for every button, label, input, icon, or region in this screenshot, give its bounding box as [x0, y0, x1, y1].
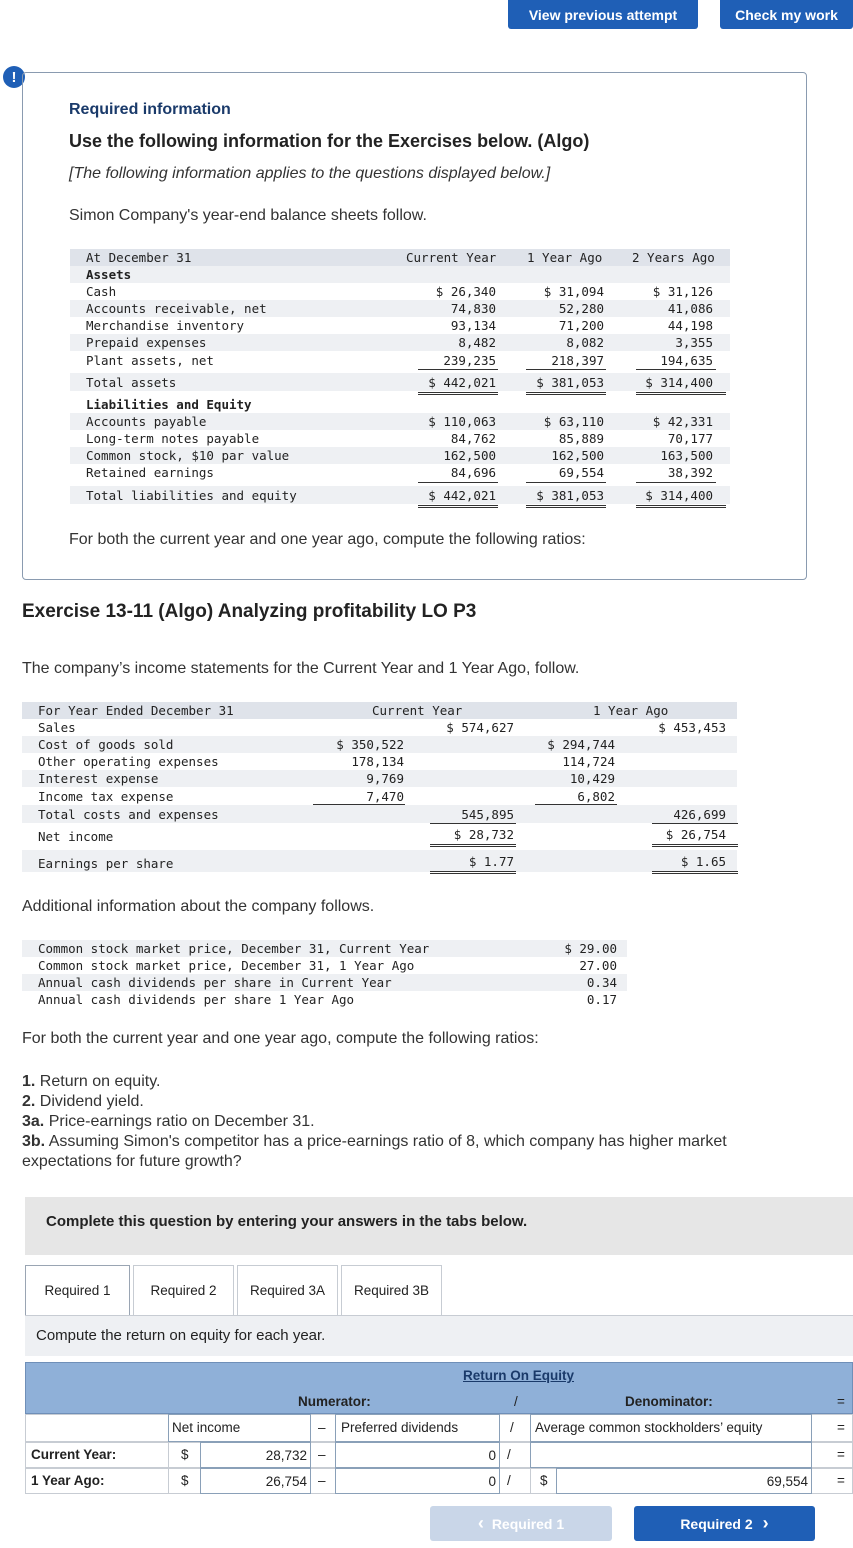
is-cell: $ 26,754 — [665, 827, 726, 842]
is-cell: $ 1.65 — [680, 854, 726, 869]
prev-required-1-button[interactable] — [430, 1506, 612, 1541]
bs-cell: $ 110,063 — [428, 414, 496, 429]
bs-cell: 69,554 — [558, 465, 604, 480]
is-cell: $ 294,744 — [547, 737, 615, 752]
is-row-label: Sales — [38, 720, 76, 735]
bs-cell: 70,177 — [667, 431, 713, 446]
bs-cell: 52,280 — [558, 301, 604, 316]
additional-row-value: 0.17 — [586, 992, 617, 1007]
prev-button-label: Required 1 — [491, 1515, 565, 1532]
bs-cell: 163,500 — [660, 448, 713, 463]
bs-cell: 194,635 — [660, 353, 713, 368]
chevron-right-icon: › — [762, 1513, 769, 1533]
tab-instruction: Compute the return on equity for each year. — [36, 1327, 326, 1344]
roe-avg-equity-input-current[interactable] — [530, 1442, 812, 1468]
roe-col-avg-equity: Average common stockholders’ equity — [530, 1414, 812, 1442]
additional-row-label: Common stock market price, December 31, 1 Year Ago — [38, 958, 415, 973]
bs-cell: 239,235 — [443, 353, 496, 368]
additional-row-value: 27.00 — [579, 958, 617, 973]
roe-pref-dividends-input-current[interactable]: 0 — [335, 1442, 500, 1468]
is-cell: 6,802 — [577, 789, 615, 804]
bs-total-assets-label: Total assets — [86, 375, 177, 390]
is-cell: $ 28,732 — [453, 827, 514, 842]
bs-header-label: At December 31 — [86, 250, 192, 265]
bs-row-label: Prepaid expenses — [86, 335, 207, 350]
bs-header-2-years-ago: 2 Years Ago — [632, 250, 715, 265]
minus-sign: – — [318, 1473, 326, 1488]
bs-cell: 38,392 — [667, 465, 713, 480]
bs-cell: 218,397 — [551, 353, 604, 368]
is-row-label: Interest expense — [38, 771, 159, 786]
additional-row-value: 0.34 — [586, 975, 617, 990]
bs-cell: $ 31,094 — [543, 284, 604, 299]
view-previous-attempt-button[interactable]: View previous attempt — [508, 0, 698, 29]
complete-banner-text: Complete this question by entering your answers in the tabs below. — [46, 1213, 528, 1230]
bs-row-label: Merchandise inventory — [86, 318, 245, 333]
bs-cell: $ 63,110 — [543, 414, 604, 429]
chevron-left-icon: ‹ — [477, 1513, 484, 1533]
bs-row-label: Retained earnings — [86, 465, 214, 480]
bs-total-liab-label: Total liabilities and equity — [86, 488, 297, 503]
info-footer: For both the current year and one year ago, compute the following ratios: — [69, 531, 586, 548]
roe-row-label-current: Current Year: — [31, 1447, 117, 1462]
is-row-label: Earnings per share — [38, 856, 174, 871]
is-cell: $ 574,627 — [446, 720, 514, 735]
question-item — [22, 1072, 812, 1092]
roe-net-income-input-current[interactable]: 28,732 — [200, 1442, 311, 1468]
is-header-1-year-ago: 1 Year Ago — [593, 703, 669, 718]
roe-net-income-input-prior[interactable]: 26,754 — [200, 1468, 311, 1494]
bs-cell: 3,355 — [675, 335, 713, 350]
roe-col-net-income: Net income — [168, 1414, 311, 1442]
bs-cell: 74,830 — [450, 301, 496, 316]
is-row-label: Income tax expense — [38, 789, 174, 804]
bs-row-label: Common stock, $10 par value — [86, 448, 290, 463]
question-item — [22, 1112, 812, 1132]
additional-row-label: Common stock market price, December 31, Current Year — [38, 941, 430, 956]
slash-sign: / — [507, 1473, 511, 1488]
question-number: 3b. — [22, 1133, 46, 1150]
roe-title: Return On Equity — [463, 1368, 574, 1383]
is-cell: 178,134 — [351, 754, 404, 769]
question-number: 3a. — [22, 1113, 45, 1130]
is-row-label: Net income — [38, 829, 114, 844]
bs-cell: 8,082 — [566, 335, 604, 350]
bs-cell: $ 442,021 — [428, 488, 496, 503]
bs-cell: $ 381,053 — [536, 375, 604, 390]
is-row-label: Other operating expenses — [38, 754, 219, 769]
next-button-label: Required 2 — [680, 1515, 753, 1532]
question-text: Price-earnings ratio on December 31. — [44, 1113, 315, 1130]
is-row-label: Cost of goods sold — [38, 737, 174, 752]
tab-required-3a[interactable]: Required 3A — [237, 1265, 338, 1315]
additional-row-label: Annual cash dividends per share in Current Year — [38, 975, 392, 990]
roe-equals-header: = — [837, 1394, 845, 1409]
bs-row-label: Plant assets, net — [86, 353, 214, 368]
applies-note: [The following information applies to the questions displayed below.] — [69, 165, 551, 182]
tab-required-2[interactable]: Required 2 — [133, 1265, 234, 1315]
bs-row-label: Long-term notes payable — [86, 431, 260, 446]
bs-cell: 41,086 — [667, 301, 713, 316]
questions-list — [22, 1072, 812, 1172]
bs-cell: 84,696 — [450, 465, 496, 480]
use-following-heading: Use the following information for the Exercises below. (Algo) — [69, 131, 590, 151]
alert-icon: ! — [3, 66, 25, 88]
dollar-sign: $ — [181, 1473, 189, 1488]
bs-header-current-year: Current Year — [406, 250, 497, 265]
exercise-title: Exercise 13-11 (Algo) Analyzing profitability LO P3 — [22, 601, 477, 622]
is-cell: 7,470 — [366, 789, 404, 804]
roe-minus-header: – — [318, 1420, 326, 1435]
roe-avg-equity-input-prior[interactable]: 69,554 — [556, 1468, 812, 1494]
question-text: Assuming Simon's competitor has a price-earnings ratio of 8, which company has higher market expectations for future growth? — [22, 1133, 727, 1170]
is-cell: $ 1.77 — [468, 854, 514, 869]
additional-row-label: Annual cash dividends per share 1 Year Ago — [38, 992, 355, 1007]
bs-cell: $ 26,340 — [435, 284, 496, 299]
roe-denominator-label: Denominator: — [625, 1394, 713, 1409]
bs-cell: 85,889 — [558, 431, 604, 446]
slash-sign: / — [507, 1447, 511, 1462]
bs-cell: $ 31,126 — [652, 284, 713, 299]
question-item — [22, 1092, 812, 1112]
minus-sign: – — [318, 1447, 326, 1462]
bs-cell: $ 381,053 — [536, 488, 604, 503]
roe-slash-header: / — [514, 1394, 518, 1409]
bs-header-1-year-ago: 1 Year Ago — [527, 250, 603, 265]
question-text: Return on equity. — [35, 1073, 161, 1090]
question-number: 2. — [22, 1093, 36, 1110]
question-text: Dividend yield. — [35, 1093, 144, 1110]
next-required-2-button[interactable] — [634, 1506, 815, 1541]
bs-row-label: Accounts payable — [86, 414, 207, 429]
roe-numerator-label: Numerator: — [298, 1394, 371, 1409]
bs-cell: $ 314,400 — [645, 488, 713, 503]
is-cell: $ 350,522 — [336, 737, 404, 752]
roe-pref-dividends-input-prior[interactable]: 0 — [335, 1468, 500, 1494]
tab-required-1[interactable]: Required 1 — [25, 1265, 130, 1315]
bs-row-label: Cash — [86, 284, 117, 299]
roe-col-pref-dividends: Preferred dividends — [335, 1414, 500, 1442]
is-row-label: Total costs and expenses — [38, 807, 219, 822]
is-cell: $ 453,453 — [658, 720, 726, 735]
bs-cell: $ 314,400 — [645, 375, 713, 390]
income-statement-intro: The company’s income statements for the Current Year and 1 Year Ago, follow. — [22, 660, 580, 677]
is-header-current-year: Current Year — [372, 703, 463, 718]
bs-assets-title: Assets — [86, 267, 132, 282]
bs-cell: $ 42,331 — [652, 414, 713, 429]
required-info-heading: Required information — [69, 101, 231, 118]
equals-sign: = — [837, 1473, 845, 1488]
bs-cell: 71,200 — [558, 318, 604, 333]
bs-cell: $ 442,021 — [428, 375, 496, 390]
bs-cell: 8,482 — [458, 335, 496, 350]
bs-liab-title: Liabilities and Equity — [86, 397, 252, 412]
question-item — [22, 1132, 812, 1172]
is-cell: 9,769 — [366, 771, 404, 786]
bs-cell: 162,500 — [443, 448, 496, 463]
dollar-sign: $ — [181, 1447, 189, 1462]
roe-equals-col: = — [837, 1420, 845, 1435]
is-cell: 10,429 — [569, 771, 615, 786]
bs-row-label: Accounts receivable, net — [86, 301, 267, 316]
roe-slash-col: / — [510, 1420, 514, 1435]
is-cell: 545,895 — [461, 807, 514, 822]
balance-sheet-intro: Simon Company's year-end balance sheets follow. — [69, 207, 427, 224]
check-my-work-button[interactable]: Check my work — [720, 0, 853, 29]
additional-row-value: $ 29.00 — [564, 941, 617, 956]
question-number: 1. — [22, 1073, 36, 1090]
additional-info-title: Additional information about the company follows. — [22, 898, 375, 915]
dollar-sign: $ — [540, 1473, 548, 1488]
bs-cell: 84,762 — [450, 431, 496, 446]
roe-row-label-prior: 1 Year Ago: — [31, 1473, 105, 1488]
equals-sign: = — [837, 1447, 845, 1462]
tab-required-3b[interactable]: Required 3B — [341, 1265, 442, 1315]
is-cell: 426,699 — [673, 807, 726, 822]
bs-cell: 162,500 — [551, 448, 604, 463]
questions-intro: For both the current year and one year ago, compute the following ratios: — [22, 1030, 539, 1047]
is-cell: 114,724 — [562, 754, 615, 769]
is-header-label: For Year Ended December 31 — [38, 703, 234, 718]
bs-cell: 93,134 — [450, 318, 496, 333]
bs-cell: 44,198 — [667, 318, 713, 333]
